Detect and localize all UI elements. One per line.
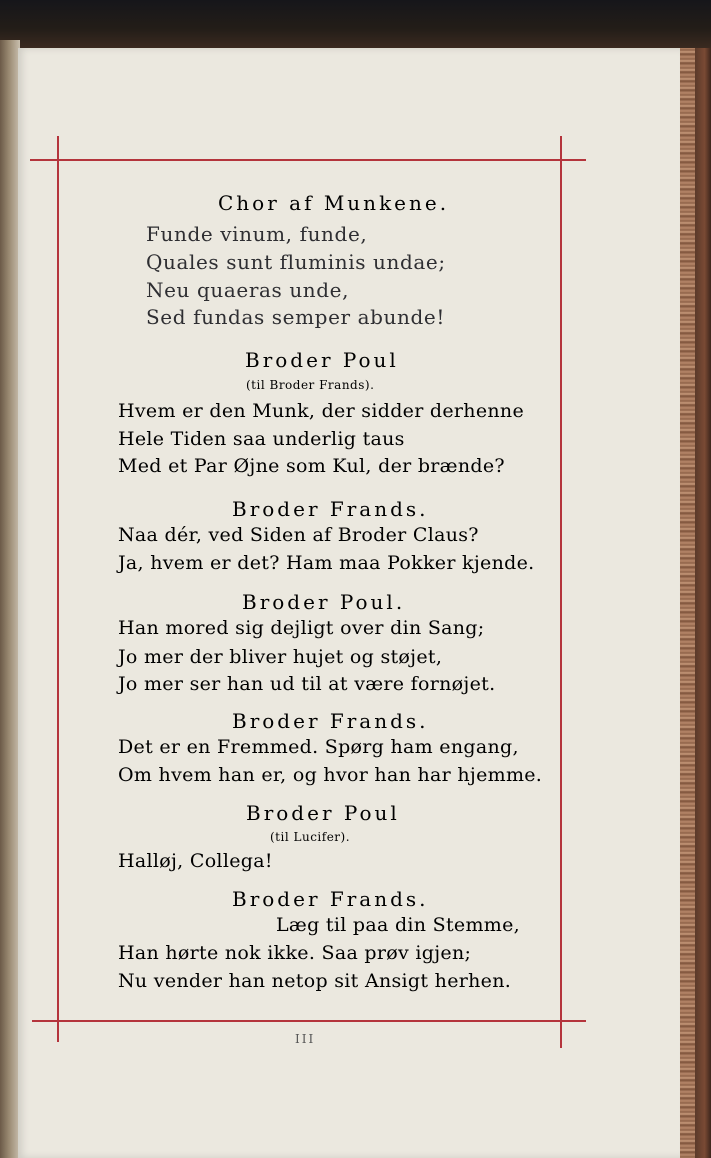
stage-direction: (til Lucifer). <box>270 830 351 844</box>
frame-rule-left <box>57 136 59 1042</box>
verse-line: Om hvem han er, og hvor han har hjemme. <box>118 764 543 786</box>
verse-line: Med et Par Øjne som Kul, der brænde? <box>118 455 505 477</box>
verse-line: Jo mer ser han ud til at være fornøjet. <box>118 673 496 695</box>
book-gutter <box>0 40 20 1158</box>
page-number: III <box>295 1032 316 1046</box>
book-cover-edge <box>695 48 711 1158</box>
speaker-heading: Broder Poul. <box>242 590 406 614</box>
speaker-heading: Broder Poul <box>246 801 400 825</box>
verse-line: Hvem er den Munk, der sidder derhenne <box>118 400 525 422</box>
verse-line: Halløj, Collega! <box>118 850 273 872</box>
verse-line: Han hørte nok ikke. Saa prøv igjen; <box>118 942 472 964</box>
verse-line: Ja, hvem er det? Ham maa Pokker kjende. <box>118 552 535 574</box>
verse-line: Læg til paa din Stemme, <box>276 914 520 936</box>
verse-line: Naa dér, ved Siden af Broder Claus? <box>118 524 479 546</box>
frame-rule-top <box>30 159 586 161</box>
speaker-heading: Broder Frands. <box>232 709 429 733</box>
latin-line: Sed fundas semper abunde! <box>146 305 445 329</box>
verse-line: Hele Tiden saa underlig taus <box>118 428 405 450</box>
latin-line: Funde vinum, funde, <box>146 222 368 246</box>
speaker-heading: Broder Frands. <box>232 497 429 521</box>
chor-heading: Chor af Munkene. <box>218 191 450 215</box>
latin-line: Neu quaeras unde, <box>146 278 350 302</box>
verse-line: Nu vender han netop sit Ansigt herhen. <box>118 970 512 992</box>
latin-line: Quales sunt fluminis undae; <box>146 250 446 274</box>
verse-line: Han mored sig dejligt over din Sang; <box>118 617 485 639</box>
speaker-heading: Broder Frands. <box>232 887 429 911</box>
frame-rule-right <box>560 136 562 1048</box>
frame-rule-bottom <box>32 1020 586 1022</box>
verse-line: Det er en Fremmed. Spørg ham engang, <box>118 736 519 758</box>
speaker-heading: Broder Poul <box>245 348 399 372</box>
background-top <box>0 0 711 48</box>
verse-line: Jo mer der bliver hujet og støjet, <box>118 646 443 668</box>
stage-direction: (til Broder Frands). <box>246 378 375 392</box>
